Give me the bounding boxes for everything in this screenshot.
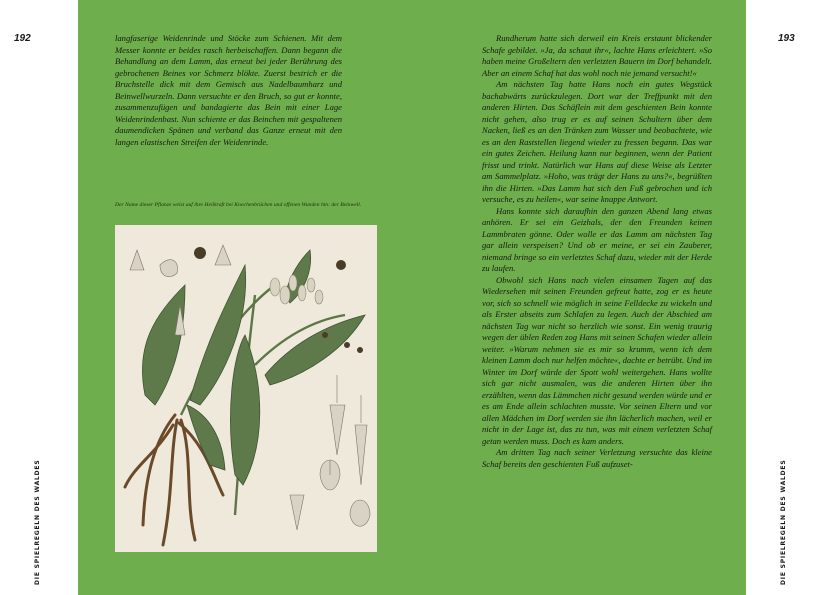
paragraph: Rundherum hatte sich derweil ein Kreis erstaunt blickender Schafe gebildet. »Ja, da schaut ihr«, lachte Hans erleichtert. »So haben meine Großeltern den verletzten Bauern im Dorf behandelt. Aber an einem Schaf hat das wohl noch nie jemand versucht!« <box>482 33 712 78</box>
paragraph: langfaserige Weidenrinde und Stöcke zum Schienen. Mit dem Messer konnte er beides rasch herbeischaffen. Dann begann die Behandlung an dem Lamm, das erneut bei jeder Berührung des gebrochenen Beines vor Schmerz blökte. Zuerst bestrich er die Bruchstelle dick mit dem Gemisch aus Nadelbaumharz und Beinwellwurzeln. Dann versuchte er den Bruch, so gut er konnte, zusammenzufügen und bandagierte das Bein mit einer Lage Weidenrindenbast. Nun schiente er das Beinchen mit gespaltenen daumendicken Spänen und verband das Ganze erneut mit den langen elastischen Streifen der Weidenrinde. <box>115 33 342 147</box>
botanical-illustration-comfrey <box>115 225 377 552</box>
right-text-column <box>482 33 712 470</box>
comfrey-plant-drawing <box>115 225 377 552</box>
page-number-left: 192 <box>14 33 31 44</box>
paragraph: Hans konnte sich daraufhin den ganzen Abend lang etwas anhören. Er sei ein Geizhals, der den Freunden keinen Lammbraten gönne. Oder wolle er das Lamm am nächsten Tag gar allein verspeisen? Und ob er meine, er sei ein Zauberer, niemand bringe so ein verletztes Schaf dazu, wieder mit der Herde zu laufen. <box>482 205 712 273</box>
left-text-column <box>115 33 342 148</box>
paragraph: Obwohl sich Hans nach vielen einsamen Tagen auf das Wiedersehen mit seinen Freunden gefreut hatte, zog er es heute vor, sich so schnell wie möglich in seine Felldecke zu wickeln und als Erster abseits zum Schlafen zu legen. Auch der Abschied am nächsten Tag war nicht so herzlich wie sonst. Ein wenig traurig wegen der üblen Reden zog Hans mit seinen Schafen wieder allein weiter. »Warum nehmen sie es mir so krumm, wenn ich dem kleinen Lamm doch nur helfen möchte«, dachte er betrübt. Und im Winter im Dorf würde der Spott wohl weitergehen. Hans wollte sich gar nicht ausmalen, was die anderen Hirten über ihn erzählten, wenn das Lämmchen nicht gesund werden würde und er es am Ende allein schlachten musste. Vor seinen Eltern und vor allen Mädchen im Dorf werden sie ihn lächerlich machen, weil er nicht in der Lage ist, das zu tun, was mit einem verletzten Schaf getan werden muss. Doch es kam anders. <box>482 274 712 446</box>
illustration-caption: Der Name dieser Pflanze weist auf ihre Heilkraft bei Knochenbrüchen und offenen Wunden hin: der Beinwell. <box>115 202 362 208</box>
spine-title-left: DIE SPIELREGELN DES WALDES <box>34 459 41 585</box>
paragraph: Am nächsten Tag hatte Hans noch ein gutes Wegstück bachabwärts zurückzulegen. Dort war der Treffpunkt mit den anderen Hirten. Das Schäflein mit dem geschienten Bein konnte nicht gehen, also trug er es auf seinen Schultern über dem Nacken, ließ es an den Tränken zum Wasser und beobachtete, wie es an den Raststellen liegend wieder zu fressen begann. Das war ein gutes Zeichen. Heilung kann nur beginnen, wenn der Patient frisst und trinkt. Natürlich war Hans auf diese Weise als Letzter am Sammelplatz. »Hoho, was trägt der Hans zu uns?«, begrüßten ihn die Hirten. »Das Lamm hat sich den Fuß gebrochen und ich versuche, es zu heilen«, war seine knappe Antwort. <box>482 79 712 204</box>
page-number-right: 193 <box>778 33 795 44</box>
spine-title-right: DIE SPIELREGELN DES WALDES <box>780 459 787 585</box>
paragraph: Am dritten Tag nach seiner Verletzung versuchte das kleine Schaf bereits den geschienten Fuß aufzuset- <box>482 447 712 469</box>
